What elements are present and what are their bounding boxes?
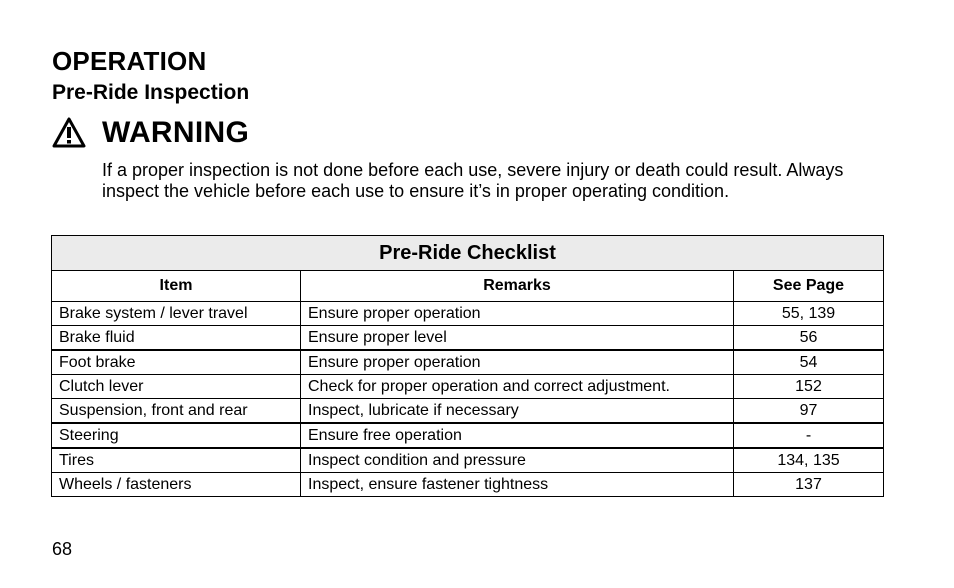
cell-remarks: Ensure proper operation [301,302,734,326]
subsection-title: Pre-Ride Inspection [52,81,250,104]
cell-remarks: Inspect condition and pressure [301,448,734,473]
cell-see-page: 137 [734,473,884,497]
warning-triangle-icon [52,117,86,149]
cell-item: Suspension, front and rear [52,399,301,424]
cell-see-page: 152 [734,375,884,399]
cell-see-page: 56 [734,326,884,351]
column-header-remarks: Remarks [301,271,734,302]
table-row [52,326,884,351]
cell-see-page: - [734,423,884,448]
cell-see-page: 54 [734,350,884,375]
warning-text: If a proper inspection is not done before each use, severe injury or death could result. Always inspect the vehicle before each use to ensure it’s in proper operating condition. [102,160,844,201]
cell-remarks: Check for proper operation and correct adjustment. [301,375,734,399]
cell-see-page: 134, 135 [734,448,884,473]
table-row [52,473,884,497]
table-header-row [52,271,884,302]
section-title: OPERATION [52,46,207,76]
cell-remarks: Ensure free operation [301,423,734,448]
page-number: 68 [52,539,73,559]
cell-remarks: Ensure proper operation [301,350,734,375]
table-row [52,375,884,399]
cell-item: Foot brake [52,350,301,375]
table-row [52,448,884,473]
table-caption-row [52,236,884,271]
cell-remarks: Inspect, ensure fastener tightness [301,473,734,497]
cell-remarks: Ensure proper level [301,326,734,351]
warning-label: WARNING [102,116,250,149]
column-header-see-page: See Page [734,271,884,302]
cell-item: Tires [52,448,301,473]
column-header-item: Item [52,271,301,302]
cell-item: Steering [52,423,301,448]
table-row [52,399,884,424]
table-row [52,423,884,448]
cell-item: Brake fluid [52,326,301,351]
cell-item: Clutch lever [52,375,301,399]
table-row [52,350,884,375]
cell-item: Wheels / fasteners [52,473,301,497]
cell-see-page: 97 [734,399,884,424]
cell-remarks: Inspect, lubricate if necessary [301,399,734,424]
cell-see-page: 55, 139 [734,302,884,326]
warning-heading [52,116,249,150]
table-title: Pre-Ride Checklist [52,236,884,271]
table-row [52,302,884,326]
cell-item: Brake system / lever travel [52,302,301,326]
pre-ride-checklist-table [51,235,884,497]
